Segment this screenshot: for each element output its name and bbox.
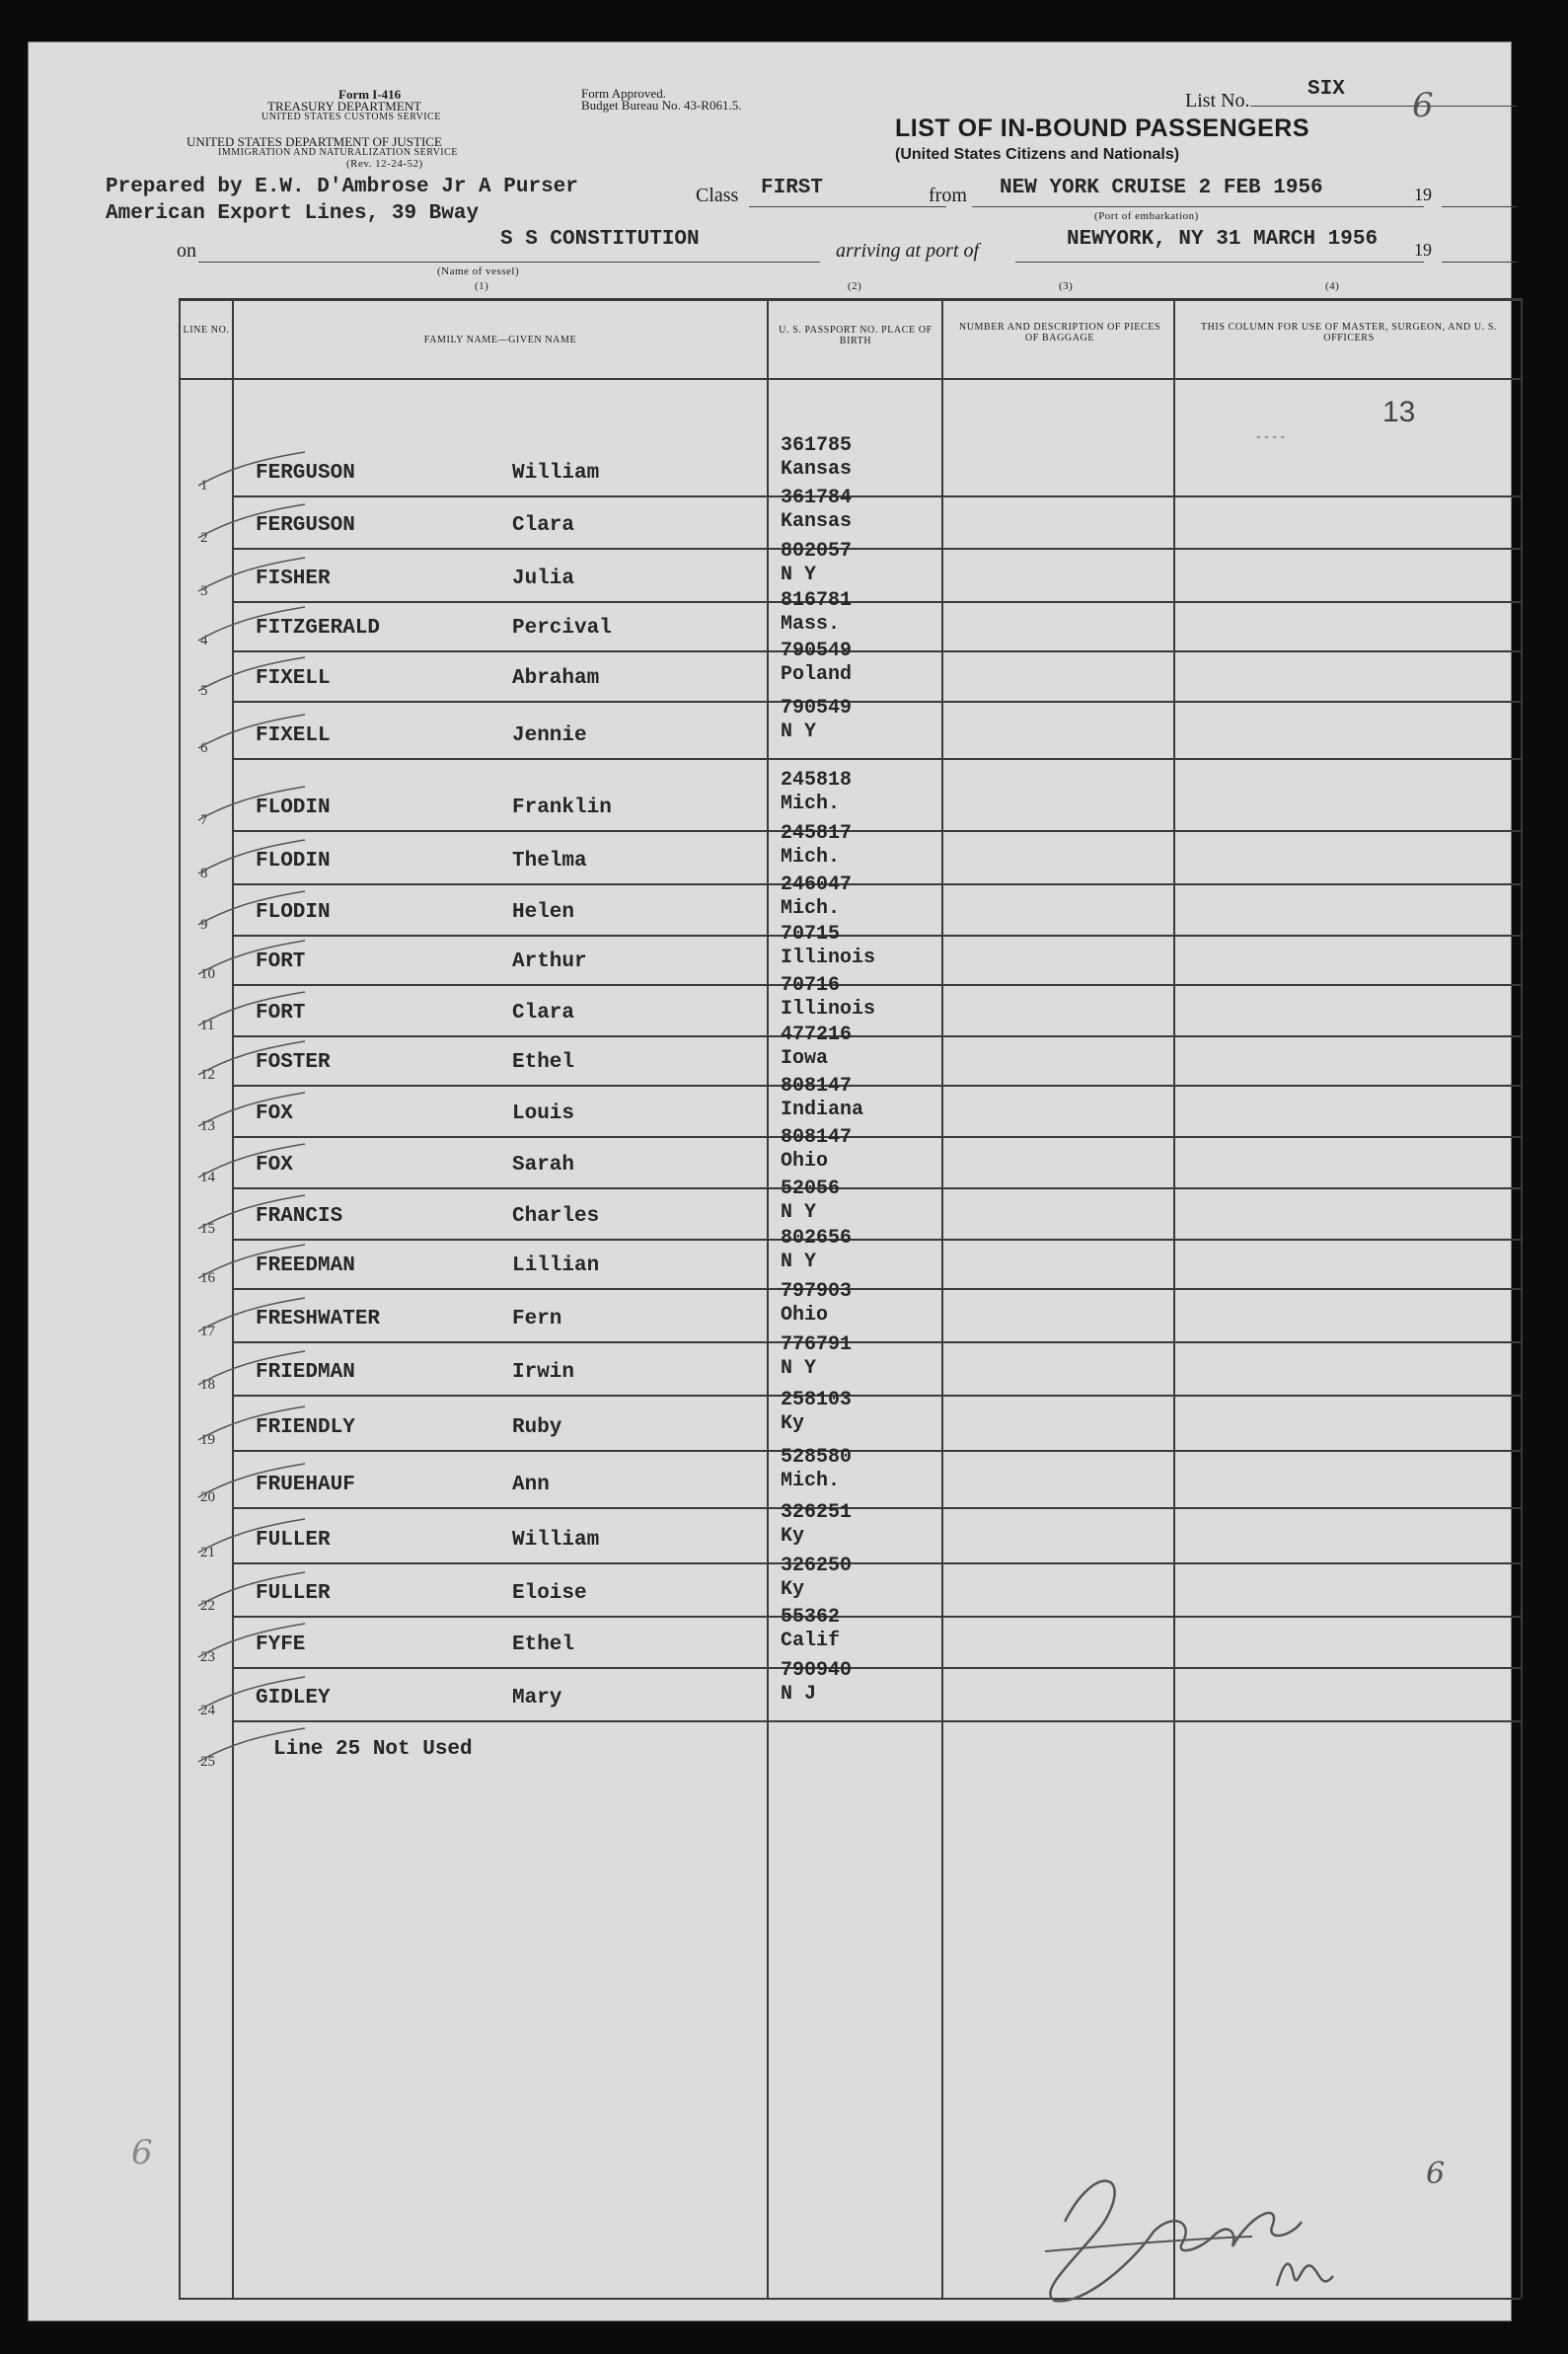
list-no-underline [1250, 106, 1517, 107]
passport-number: 361785 [781, 434, 853, 457]
company-address: American Export Lines, 39 Bway [106, 202, 480, 225]
family-name: FRESHWATER [256, 1308, 381, 1330]
passport-number: 326251 [781, 1501, 853, 1524]
passport-number: 245817 [781, 822, 853, 845]
given-name: Julia [512, 568, 575, 590]
vessel-name: S S CONSTITUTION [500, 228, 700, 251]
check-mark [196, 1349, 315, 1389]
class-value: FIRST [761, 177, 824, 199]
passport-number: 52056 [781, 1177, 841, 1200]
arriving-value: NEWYORK, NY 31 MARCH 1956 [1067, 228, 1379, 251]
budget-bureau: Budget Bureau No. 43-R061.5. [581, 98, 742, 113]
page-subtitle: (United States Citizens and Nationals) [895, 146, 1180, 163]
passport-number: 790940 [781, 1659, 853, 1682]
check-mark [196, 1039, 315, 1079]
check-mark [196, 713, 315, 752]
table-row [29, 589, 1511, 650]
check-mark [196, 556, 315, 595]
line-number: 3 [200, 583, 208, 599]
check-mark [196, 450, 315, 490]
list-no-value: SIX [1307, 78, 1345, 101]
line-number: 9 [200, 917, 208, 933]
family-name: FERGUSON [256, 462, 355, 485]
manifest-sheet [28, 41, 1512, 2321]
family-name: FREEDMAN [256, 1254, 355, 1277]
given-name: Helen [512, 901, 575, 924]
given-name: Sarah [512, 1154, 575, 1177]
family-name: FIXELL [256, 667, 331, 690]
family-name: FIXELL [256, 724, 331, 747]
year-underline-2 [1442, 262, 1517, 263]
family-name: FRIENDLY [256, 1416, 355, 1439]
check-mark [196, 1243, 315, 1282]
passport-number: 70715 [781, 923, 841, 946]
name-header: FAMILY NAME—GIVEN NAME [423, 335, 577, 345]
table-row [29, 540, 1511, 601]
given-name: Clara [512, 1002, 575, 1025]
vessel-caption: (Name of vessel) [437, 266, 520, 277]
check-mark [196, 1726, 315, 1766]
passport-number: 776791 [781, 1333, 853, 1356]
given-name: Arthur [512, 950, 587, 973]
signature-scrawl [1025, 2143, 1361, 2311]
page-title: LIST OF IN-BOUND PASSENGERS [895, 114, 1310, 142]
table-row [29, 378, 1511, 495]
column-number-4: (4) [1325, 280, 1340, 292]
place-of-birth: Mass. [781, 613, 841, 636]
family-name: FULLER [256, 1529, 331, 1552]
table-row [29, 1280, 1511, 1341]
given-name: Fern [512, 1308, 562, 1330]
place-of-birth: Mich. [781, 1470, 841, 1492]
line-number: 7 [200, 812, 208, 828]
from-underline [972, 206, 1424, 207]
check-mark [196, 1570, 315, 1610]
family-name: FYFE [256, 1633, 306, 1656]
line-number: 12 [200, 1067, 215, 1083]
immigration-service: IMMIGRATION AND NATURALIZATION SERVICE [218, 147, 458, 158]
place-of-birth: Ky [781, 1578, 805, 1601]
line-number: 10 [200, 966, 215, 982]
family-name: FITZGERALD [256, 617, 381, 640]
passport-number: 361784 [781, 487, 853, 509]
place-of-birth: Poland [781, 663, 853, 686]
line-number: 8 [200, 866, 208, 881]
passport-number: 528580 [781, 1446, 853, 1469]
line-number: 13 [200, 1118, 215, 1134]
place-of-birth: Indiana [781, 1099, 864, 1121]
given-name: Ethel [512, 1633, 575, 1656]
table-row [29, 758, 1511, 830]
passport-number: 258103 [781, 1389, 853, 1411]
place-of-birth: Ky [781, 1412, 805, 1435]
line-number: 1 [200, 478, 208, 494]
line-number: 22 [200, 1598, 215, 1614]
line-number: 15 [200, 1221, 215, 1237]
place-of-birth: Kansas [781, 510, 853, 533]
given-name: Abraham [512, 667, 600, 690]
line-number: 24 [200, 1703, 215, 1718]
form-revision: (Rev. 12-24-52) [346, 158, 423, 170]
family-name: FORT [256, 1002, 306, 1025]
check-mark [196, 605, 315, 645]
place-of-birth: Ky [781, 1525, 805, 1548]
given-name: Ann [512, 1474, 550, 1496]
line-number: 19 [200, 1432, 215, 1448]
treasury-department: TREASURY DEPARTMENT [267, 99, 422, 114]
place-of-birth: Mich. [781, 793, 841, 815]
given-name: Jennie [512, 724, 587, 747]
check-mark [196, 1675, 315, 1714]
given-name: Franklin [512, 797, 612, 819]
passport-number: 70716 [781, 974, 841, 997]
from-label: from [929, 185, 967, 206]
passport-number: 797903 [781, 1280, 853, 1303]
family-name: FOX [256, 1102, 293, 1125]
line-number: 18 [200, 1377, 215, 1393]
family-name: Line 25 Not Used [273, 1738, 473, 1761]
family-name: FULLER [256, 1582, 331, 1605]
justice-department: UNITED STATES DEPARTMENT OF JUSTICE [187, 134, 442, 149]
form-number: Form I-416 [338, 87, 402, 102]
table-row [29, 1659, 1511, 1720]
vessel-underline [198, 262, 820, 263]
line-number: 17 [200, 1324, 215, 1339]
on-label: on [177, 240, 196, 262]
prepared-by: Prepared by E.W. D'Ambrose Jr A Purser [106, 176, 578, 198]
officer-dash-mark: - - - - [1256, 429, 1286, 444]
given-name: William [512, 462, 600, 485]
passport-number: 808147 [781, 1075, 853, 1098]
passport-number: 790549 [781, 697, 853, 720]
given-name: Ruby [512, 1416, 562, 1439]
line-number: 5 [200, 683, 208, 699]
check-mark [196, 1462, 315, 1501]
place-of-birth: Illinois [781, 947, 876, 969]
table-row [29, 1446, 1511, 1507]
place-of-birth: Kansas [781, 458, 853, 481]
column-number-3: (3) [1059, 280, 1074, 292]
passport-number: 802656 [781, 1227, 853, 1250]
place-of-birth: Calif [781, 1630, 841, 1652]
passport-header: U. S. PASSPORT NO. PLACE OF BIRTH [779, 325, 933, 346]
line-number: 21 [200, 1545, 215, 1560]
check-mark [196, 889, 315, 929]
line-number: 23 [200, 1649, 215, 1665]
arriving-underline [1015, 262, 1424, 263]
place-of-birth: Illinois [781, 998, 876, 1021]
table-row [29, 1720, 1511, 1772]
year-suffix-1: 19 [1414, 185, 1432, 204]
table-row [29, 487, 1511, 548]
check-mark [196, 1517, 315, 1557]
line-number: 11 [200, 1018, 215, 1033]
line-number: 4 [200, 633, 208, 648]
check-mark [196, 502, 315, 542]
column-number-2: (2) [848, 280, 862, 292]
place-of-birth: N J [781, 1683, 817, 1706]
family-name: FORT [256, 950, 306, 973]
officers-header: THIS COLUMN FOR USE OF MASTER, SURGEON, AND U. S. OFFICERS [1200, 322, 1498, 343]
given-name: Charles [512, 1205, 600, 1228]
from-value: NEW YORK CRUISE 2 FEB 1956 [1000, 177, 1323, 199]
family-name: FLODIN [256, 901, 331, 924]
family-name: FLODIN [256, 797, 331, 819]
table-top-border [179, 298, 1521, 301]
family-name: FISHER [256, 568, 331, 590]
class-label: Class [696, 185, 739, 206]
table-row [29, 923, 1511, 984]
family-name: FOSTER [256, 1051, 331, 1074]
line-number: 20 [200, 1489, 215, 1505]
check-mark [196, 1091, 315, 1130]
bottom-page-mark: 6 [1426, 2157, 1446, 2191]
list-no-label: List No. [1185, 90, 1250, 112]
place-of-birth: N Y [781, 721, 817, 743]
passport-number: 477216 [781, 1024, 853, 1046]
given-name: Eloise [512, 1582, 587, 1605]
check-mark [196, 1405, 315, 1444]
column-number-1: (1) [475, 280, 489, 292]
check-mark [196, 990, 315, 1029]
arriving-label: arriving at port of [836, 240, 980, 262]
line-number: 25 [200, 1754, 215, 1770]
customs-service: UNITED STATES CUSTOMS SERVICE [261, 112, 441, 122]
place-of-birth: Ohio [781, 1304, 829, 1327]
passport-number: 245818 [781, 769, 853, 792]
given-name: William [512, 1529, 600, 1552]
check-mark [196, 1193, 315, 1233]
officer-count: 13 [1382, 396, 1416, 428]
table-row [29, 1501, 1511, 1562]
check-mark [196, 939, 315, 978]
line-number: 6 [200, 740, 208, 756]
place-of-birth: Ohio [781, 1150, 829, 1173]
line-number: 16 [200, 1270, 215, 1286]
place-of-birth: N Y [781, 1357, 817, 1380]
check-mark [196, 1142, 315, 1181]
given-name: Ethel [512, 1051, 575, 1074]
place-of-birth: Iowa [781, 1047, 829, 1070]
port-embarkation-caption: (Port of embarkation) [1094, 210, 1199, 222]
margin-mark: 6 [131, 2133, 153, 2172]
table-row [29, 1389, 1511, 1450]
check-mark [196, 838, 315, 877]
table-row [29, 822, 1511, 883]
table-right-border [1521, 298, 1523, 2298]
family-name: FOX [256, 1154, 293, 1177]
given-name: Lillian [512, 1254, 600, 1277]
check-mark [196, 655, 315, 695]
check-mark [196, 1622, 315, 1661]
class-underline [749, 206, 946, 207]
passport-number: 790549 [781, 640, 853, 662]
line-no-header: LINE NO. [183, 325, 230, 336]
passport-number: 808147 [781, 1126, 853, 1149]
table-row [29, 1333, 1511, 1395]
table-row [29, 697, 1511, 758]
table-row [29, 640, 1511, 701]
family-name: FRUEHAUF [256, 1474, 355, 1496]
passport-number: 326250 [781, 1555, 853, 1577]
passport-number: 55362 [781, 1606, 841, 1629]
given-name: Louis [512, 1102, 575, 1125]
given-name: Thelma [512, 850, 587, 873]
baggage-header: NUMBER AND DESCRIPTION OF PIECES OF BAGGAGE [958, 322, 1161, 343]
year-underline-1 [1442, 206, 1517, 207]
passport-number: 802057 [781, 540, 853, 563]
family-name: FLODIN [256, 850, 331, 873]
form-approved: Form Approved. [581, 86, 666, 101]
given-name: Mary [512, 1687, 562, 1709]
family-name: GIDLEY [256, 1687, 331, 1709]
table-row [29, 873, 1511, 935]
given-name: Irwin [512, 1361, 575, 1384]
year-suffix-2: 19 [1414, 240, 1432, 260]
family-name: FERGUSON [256, 514, 355, 537]
line-number: 14 [200, 1170, 215, 1185]
passport-number: 246047 [781, 873, 853, 896]
place-of-birth: N Y [781, 1251, 817, 1273]
family-name: FRANCIS [256, 1205, 343, 1228]
table-row [29, 1555, 1511, 1616]
place-of-birth: Mich. [781, 897, 841, 920]
given-name: Percival [512, 617, 612, 640]
place-of-birth: N Y [781, 564, 817, 586]
passport-number: 816781 [781, 589, 853, 612]
place-of-birth: Mich. [781, 846, 841, 869]
given-name: Clara [512, 514, 575, 537]
line-number: 2 [200, 530, 208, 546]
page-mark: 6 [1412, 86, 1434, 125]
check-mark [196, 1296, 315, 1335]
place-of-birth: N Y [781, 1201, 817, 1224]
check-mark [196, 785, 315, 824]
family-name: FRIEDMAN [256, 1361, 355, 1384]
